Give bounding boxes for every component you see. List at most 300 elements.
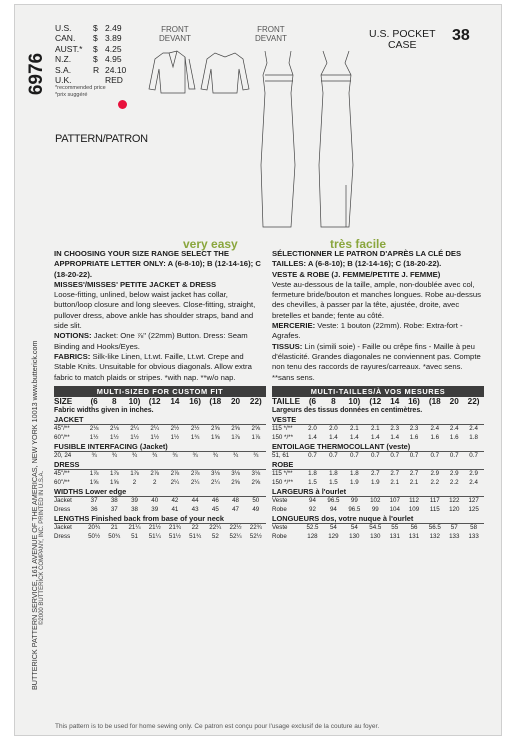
table-cell: 39 — [131, 497, 138, 505]
size-chart-banner: MULTI-SIZED FOR CUSTOM FIT — [54, 386, 266, 397]
table-cell: 130 — [370, 532, 381, 540]
table-cell: 37 — [90, 497, 98, 505]
table-cell: 112 — [409, 497, 419, 505]
table-row — [54, 434, 266, 442]
table-cell: 2⅞ — [150, 470, 160, 478]
table-cell: 120 — [449, 505, 460, 513]
table-cell: 50½ — [88, 532, 101, 540]
fabrics-label: FABRICS: — [54, 351, 91, 361]
price-cur: $ — [93, 33, 98, 44]
table-row — [54, 533, 266, 541]
row-label: Robe — [272, 505, 287, 513]
table-cell: 2 — [132, 478, 137, 486]
table-row — [54, 497, 266, 506]
table-row — [272, 479, 484, 487]
dress-line-drawing — [251, 45, 361, 235]
notions-label: NOTIONS: — [54, 331, 92, 341]
notions-text: Jacket: One ⅞" (22mm) Button. Dress: Seam Binding and Hooks/Eyes. — [54, 331, 248, 351]
table-cell: 50 — [252, 497, 260, 505]
table-cell: 1⅝ — [211, 433, 220, 441]
table-cell: ¾ — [253, 452, 259, 460]
table-cell: 21½ — [148, 524, 161, 532]
section-header: JACKET — [54, 415, 266, 425]
size-col-header: (12 — [148, 396, 161, 406]
table-cell: 39 — [151, 505, 159, 513]
table-row — [272, 524, 484, 533]
table-cell: 0.7 — [329, 452, 338, 460]
section-header: DRESS — [54, 460, 266, 470]
table-row — [54, 425, 266, 434]
table-cell: 52.5 — [306, 524, 319, 532]
size-range-instructions-fr: SÉLECTIONNER LE PATRON D'APRÈS LA CLÉ DES TAILLES: A (6-8-10); B (12-14-16); C (18-20-22). — [272, 249, 462, 269]
table-row — [54, 479, 266, 487]
table-cell: 0.7 — [469, 452, 478, 460]
garment-description-fr: Veste au-dessous de la taille, ample, non-doublée avec col, fermeture bride/bouton et manches longues. Robe au-dessus des chevilles, à passer par la tête, ajustée, droite, avec bretelles et bande; fente au côté. — [272, 279, 481, 320]
table-row — [272, 452, 484, 461]
table-cell: 2¼ — [170, 478, 180, 486]
english-column — [54, 249, 266, 541]
section-header: Largeurs des tissus données en centimètres. — [272, 407, 423, 415]
fabrics-paragraph-fr — [272, 342, 484, 383]
devant-text: DEVANT — [255, 34, 287, 43]
footer-notice: This pattern is to be used for home sewing only. Ce patron est conçu pour l'usage exclusif de la couture au foyer. — [55, 723, 380, 730]
section-header: Fabric widths given in inches. — [54, 407, 154, 415]
table-cell: 1.5 — [308, 478, 317, 486]
table-cell: 1.6 — [430, 433, 440, 441]
table-cell: 1⅝ — [89, 478, 99, 486]
price-value: 24.10 — [105, 64, 127, 75]
table-cell: 2.7 — [370, 470, 380, 478]
table-row — [272, 434, 484, 442]
price-cur: $ — [93, 23, 98, 33]
table-cell: 2.0 — [329, 425, 338, 433]
table-cell: 54.5 — [369, 524, 382, 532]
price-cur: $ — [93, 43, 98, 54]
yardage-table-fr — [272, 398, 484, 541]
table-cell: ¾ — [212, 452, 218, 460]
table-cell: 96.5 — [348, 505, 361, 513]
size-col-header: 20 — [230, 396, 241, 406]
table-cell: 51 — [131, 532, 138, 540]
size-col-header: 10) — [348, 396, 361, 406]
table-cell: 46 — [211, 497, 219, 505]
table-cell: 1⅝ — [110, 478, 119, 486]
table-row — [54, 524, 266, 533]
table-cell: 2⅛ — [89, 425, 99, 433]
table-cell: 104 — [389, 505, 400, 513]
table-cell: 2.9 — [449, 470, 459, 478]
row-label: 115 */** — [272, 470, 293, 478]
row-label: 150 */** — [272, 478, 293, 486]
table-cell: 1¾ — [190, 433, 200, 441]
table-cell: 3⅛ — [231, 470, 240, 478]
size-col-header: 16) — [408, 396, 420, 406]
row-label: Robe — [272, 532, 287, 540]
table-cell: 107 — [389, 497, 400, 505]
table-cell: 43 — [191, 505, 199, 513]
table-cell: 128 — [307, 532, 318, 540]
size-label: SIZE — [54, 396, 73, 406]
table-row — [272, 470, 484, 479]
table-cell: ¾ — [131, 452, 138, 460]
table-cell: 1.9 — [350, 478, 359, 486]
price-cur — [93, 75, 105, 85]
table-cell: 2 — [152, 478, 157, 486]
row-label: Dress — [54, 532, 71, 540]
fabrics-label-fr: TISSUS: — [272, 341, 303, 351]
size-col-header: 20 — [449, 396, 459, 406]
table-cell: 122 — [449, 497, 460, 505]
table-cell: 1½ — [89, 433, 99, 441]
price-row — [55, 54, 145, 64]
table-cell: 115 — [429, 505, 440, 513]
table-cell: 2.1 — [409, 478, 419, 486]
size-col-header: (18 — [209, 396, 222, 406]
table-cell: 2.1 — [390, 478, 400, 486]
red-price-dot — [118, 100, 127, 109]
size-col-header: 16) — [189, 396, 202, 406]
table-cell: 1.4 — [390, 433, 400, 441]
table-cell: 1½ — [110, 433, 119, 441]
table-cell: 0.7 — [430, 452, 440, 460]
table-cell: 94 — [329, 505, 337, 513]
front-text: FRONT — [257, 25, 285, 34]
price-value: 2.49 — [105, 23, 122, 33]
table-cell: 0.7 — [409, 452, 419, 460]
very-easy-label: very easy — [183, 237, 238, 251]
section-header: ENTOILAGE THERMOCOLLANT (veste) — [272, 442, 484, 452]
table-cell: 57 — [450, 524, 458, 532]
table-cell: 2⅝ — [251, 478, 261, 486]
table-cell: 1.8 — [329, 470, 338, 478]
table-cell: 1.4 — [308, 433, 317, 441]
size-col-header: (6 — [308, 396, 317, 406]
table-cell: ¾ — [172, 452, 178, 460]
section-header: ROBE — [272, 460, 484, 470]
table-cell: 52½ — [249, 532, 262, 540]
table-cell: 0.7 — [390, 452, 400, 460]
pattern-title-fr: VESTE & ROBE (J. FEMME/PETITE J. FEMME) — [272, 269, 441, 279]
table-cell: 52 — [211, 532, 219, 540]
table-cell: 1.8 — [469, 433, 478, 441]
table-cell: 133 — [468, 532, 479, 540]
price-value: RED — [105, 75, 123, 86]
table-cell: 2⅛ — [110, 425, 119, 433]
jacket-line-drawing — [145, 45, 255, 105]
row-label: 20, 24 — [54, 452, 72, 460]
french-column — [272, 249, 484, 541]
table-cell: 2⅝ — [231, 425, 240, 433]
table-cell: 3⅛ — [211, 470, 220, 478]
table-cell: 2.4 — [449, 425, 459, 433]
price-row — [55, 23, 145, 33]
table-cell: 2¼ — [150, 425, 160, 433]
table-cell: 2½ — [190, 425, 200, 433]
row-label: Veste — [272, 524, 288, 532]
row-label: 60"/** — [54, 478, 70, 486]
row-label: Veste — [272, 497, 288, 505]
table-cell: 131 — [389, 532, 400, 540]
table-cell: 1.8 — [350, 470, 359, 478]
yardage-table — [54, 398, 266, 541]
table-cell: 102 — [370, 497, 381, 505]
size-col-header: 8 — [112, 396, 117, 406]
size-col-header: 22) — [467, 396, 480, 406]
front-text: FRONT — [161, 25, 189, 34]
table-cell: 2.7 — [390, 470, 400, 478]
fabrics-paragraph — [54, 352, 266, 383]
table-cell: 1½ — [130, 433, 139, 441]
publisher-address: BUTTERICK PATTERN SERVICE, 161 AVENUE OF THE AMERICAS, NEW YORK 10013 www.butterick.com — [30, 340, 39, 690]
table-cell: 47 — [232, 505, 239, 513]
table-cell: 22 — [191, 524, 199, 532]
table-cell: 2.2 — [449, 478, 459, 486]
table-cell: 41 — [171, 505, 179, 513]
table-cell: 2.4 — [469, 478, 478, 486]
size-col-header: (18 — [428, 396, 441, 406]
table-row — [272, 497, 484, 506]
devant-text: DEVANT — [159, 34, 191, 43]
fabrics-text-fr: Lin (simili soie) - Faille ou crêpe fins - Maille à peu d'élasticité. Grandes diagonales ne conviennent pas. Compte non tenu des raccords de rayures/carreaux. *avec sens. **sans sens. — [272, 341, 481, 382]
pattern-label: PATTERN/PATRON — [55, 133, 148, 145]
size-col-header: 14 — [390, 396, 400, 406]
notions-paragraph — [54, 331, 266, 352]
table-row — [272, 506, 484, 514]
size-range-instructions: IN CHOOSING YOUR SIZE RANGE SELECT THE APPROPRIATE LETTER ONLY: A (6-8-10); B (12-14-16); C (18-20-22). — [54, 249, 261, 279]
table-cell: 2⅝ — [251, 425, 261, 433]
table-cell: 1.9 — [370, 478, 380, 486]
table-cell: 44 — [191, 497, 199, 505]
table-cell: 130 — [349, 532, 360, 540]
table-cell: 56.5 — [428, 524, 441, 532]
pattern-title: MISSES'/MISSES' PETITE JACKET & DRESS — [54, 279, 217, 289]
row-label: 45"/** — [54, 470, 70, 478]
table-cell: 99 — [350, 497, 358, 505]
table-cell: 22¼ — [209, 524, 222, 532]
price-value: 4.25 — [105, 43, 122, 54]
table-cell: 51¼ — [148, 532, 161, 540]
table-cell: 58 — [470, 524, 478, 532]
table-cell: 0.7 — [350, 452, 359, 460]
size-col-header: 22) — [249, 396, 262, 406]
price-row — [55, 65, 145, 75]
pattern-envelope-back — [14, 4, 502, 736]
table-cell: 21 — [110, 524, 118, 532]
size-chart-banner-fr: MULTI-TAILLES/À VOS MESURES — [272, 386, 484, 397]
table-cell: 1.4 — [370, 433, 380, 441]
table-cell: 51½ — [168, 532, 181, 540]
price-note: *recommended price — [55, 85, 106, 92]
size-col-header: (12 — [369, 396, 382, 406]
table-cell: 2.1 — [370, 425, 380, 433]
table-cell: 96.5 — [327, 497, 340, 505]
table-cell: 2.4 — [430, 425, 440, 433]
table-cell: 1½ — [150, 433, 160, 441]
table-cell: 1⅞ — [110, 470, 119, 478]
price-country: S.A. — [55, 64, 72, 75]
price-country: N.Z. — [55, 54, 72, 65]
table-cell: 21¼ — [128, 524, 141, 532]
table-cell: 2.3 — [409, 425, 419, 433]
table-cell: 2.4 — [469, 425, 478, 433]
pocket-case-label — [369, 29, 436, 51]
table-cell: 45 — [211, 505, 219, 513]
table-cell: 2¼ — [211, 478, 220, 486]
table-cell: 133 — [449, 532, 460, 540]
table-cell: ¾ — [111, 452, 117, 460]
row-label: 51, 61 — [272, 452, 290, 460]
table-cell: ¾ — [192, 452, 198, 460]
table-cell: 2.9 — [430, 470, 440, 478]
table-cell: 117 — [429, 497, 440, 505]
table-cell: 2½ — [170, 425, 180, 433]
table-cell: 1.6 — [409, 433, 419, 441]
table-cell: 125 — [468, 505, 479, 513]
section-header: VESTE — [272, 415, 484, 425]
size-label: TAILLE — [272, 396, 301, 406]
table-cell: 3⅛ — [251, 470, 261, 478]
price-cur: $ — [93, 54, 98, 65]
size-col-header: 10) — [128, 396, 141, 406]
table-cell: 2.7 — [409, 470, 419, 478]
size-col-header: 8 — [331, 396, 336, 406]
fabrics-text: Silk-like Linen, Lt.wt. Faille, Lt.wt. Crepe and Stable Knits. Unsuitable for obvious diagonals. Allow extra fabric to match plaids or stripes. *with nap. **w/o nap. — [54, 351, 252, 382]
section-header: LONGUEURS dos, votre nuque à l'ourlet — [272, 514, 484, 524]
table-row — [272, 533, 484, 541]
table-cell: 2¼ — [130, 425, 139, 433]
row-label: 115 */** — [272, 425, 293, 433]
table-cell: 56 — [410, 524, 418, 532]
table-cell: 2.2 — [430, 478, 440, 486]
table-cell: 0.7 — [449, 452, 459, 460]
table-cell: 55 — [391, 524, 399, 532]
price-country: AUST.* — [55, 43, 83, 54]
price-row — [55, 33, 145, 43]
table-cell: 129 — [328, 532, 339, 540]
notions-label-fr: MERCERIE: — [272, 321, 316, 331]
table-cell: 2⅝ — [231, 478, 240, 486]
table-cell: 2.9 — [469, 470, 478, 478]
table-cell: 51¾ — [189, 532, 202, 540]
price-row — [55, 75, 145, 85]
table-cell: 38 — [131, 505, 138, 513]
table-cell: 99 — [371, 505, 379, 513]
table-cell: 22¾ — [249, 524, 262, 532]
table-cell: 2¼ — [190, 478, 200, 486]
row-label: 150 */** — [272, 433, 293, 441]
price-country: U.K. — [55, 75, 72, 86]
table-cell: 48 — [232, 497, 239, 505]
table-cell: 20¾ — [88, 524, 101, 532]
row-label: Dress — [54, 505, 71, 513]
row-label: 60"/** — [54, 433, 70, 441]
table-row — [54, 452, 266, 461]
table-cell: 127 — [468, 497, 479, 505]
pattern-number: 6976 — [26, 52, 47, 96]
table-cell: 1⅞ — [130, 470, 139, 478]
table-cell: 1⅞ — [251, 433, 261, 441]
table-cell: 1.6 — [449, 433, 459, 441]
copyright-line: ©2000 BUTTERICK COMPANY, INC. PRINTED IN U.S.A. — [39, 470, 45, 625]
table-cell: 22½ — [229, 524, 242, 532]
table-cell: 2⅞ — [170, 470, 180, 478]
table-cell: 36 — [90, 505, 98, 513]
table-cell: 49 — [252, 505, 260, 513]
table-cell: 1.4 — [350, 433, 359, 441]
row-label: 45"/** — [54, 425, 70, 433]
table-cell: 0.7 — [308, 452, 317, 460]
table-cell: 42 — [171, 497, 179, 505]
row-label: Jacket — [54, 524, 72, 532]
table-cell: 131 — [408, 532, 420, 540]
table-row — [54, 470, 266, 479]
table-cell: 21¾ — [168, 524, 181, 532]
table-cell: 50¾ — [108, 532, 121, 540]
table-cell: 0.7 — [370, 452, 380, 460]
table-row — [54, 506, 266, 514]
row-label: Jacket — [54, 497, 72, 505]
table-cell: 1.5 — [329, 478, 338, 486]
table-cell: 1⅞ — [231, 433, 240, 441]
table-cell: 1½ — [170, 433, 180, 441]
table-cell: 2.0 — [308, 425, 317, 433]
size-col-header: 14 — [170, 396, 180, 406]
notions-text-fr: Veste: 1 bouton (22mm). Robe: Extra-fort - Agrafes. — [272, 321, 463, 341]
section-header: FUSIBLE INTERFACING (Jacket) — [54, 442, 266, 452]
table-cell: 2⅞ — [190, 470, 200, 478]
front-label-dress — [255, 25, 287, 43]
table-cell: 37 — [110, 505, 118, 513]
table-cell: 54 — [329, 524, 337, 532]
garment-description: Loose-fitting, unlined, below waist jacket has collar, button/loop closure and long sleeves. Close-fitting, straight, pullover dress, above ankle has shoulder straps, band and side slit. — [54, 290, 256, 331]
table-cell: 1.8 — [308, 470, 317, 478]
size-col-header: (6 — [90, 396, 98, 406]
table-cell: 132 — [429, 532, 440, 540]
table-cell: 109 — [408, 505, 420, 513]
price-value: 4.95 — [105, 54, 122, 65]
table-cell: ¾ — [91, 452, 97, 460]
price-country: U.S. — [55, 23, 72, 33]
table-cell: 2⅝ — [211, 425, 220, 433]
price-row — [55, 44, 145, 54]
table-cell: 1.4 — [329, 433, 338, 441]
price-country: CAN. — [55, 33, 76, 44]
pocket-case-line2: CASE — [387, 39, 417, 51]
tres-facile-label: très facile — [330, 237, 387, 251]
price-list — [55, 23, 145, 98]
case-number: 38 — [452, 27, 470, 44]
table-cell: 2.3 — [390, 425, 400, 433]
table-cell: 2.1 — [350, 425, 359, 433]
table-cell: 52¼ — [229, 532, 242, 540]
table-cell: 92 — [309, 505, 316, 513]
section-header: WIDTHS Lower edge — [54, 487, 266, 497]
table-row — [272, 425, 484, 434]
front-label-jacket — [159, 25, 191, 43]
table-cell: ¾ — [152, 452, 158, 460]
section-header: LENGTHS Finished back from base of your neck — [54, 514, 266, 524]
table-cell: 54 — [350, 524, 358, 532]
table-cell: 38 — [110, 497, 118, 505]
spine — [15, 5, 47, 735]
table-cell: ¾ — [232, 452, 239, 460]
notions-paragraph-fr — [272, 321, 484, 342]
price-cur: R — [93, 64, 100, 75]
table-cell: 40 — [151, 497, 159, 505]
table-cell: 1⅞ — [89, 470, 99, 478]
price-value: 3.89 — [105, 33, 122, 44]
price-note: *prix suggéré — [55, 91, 88, 98]
